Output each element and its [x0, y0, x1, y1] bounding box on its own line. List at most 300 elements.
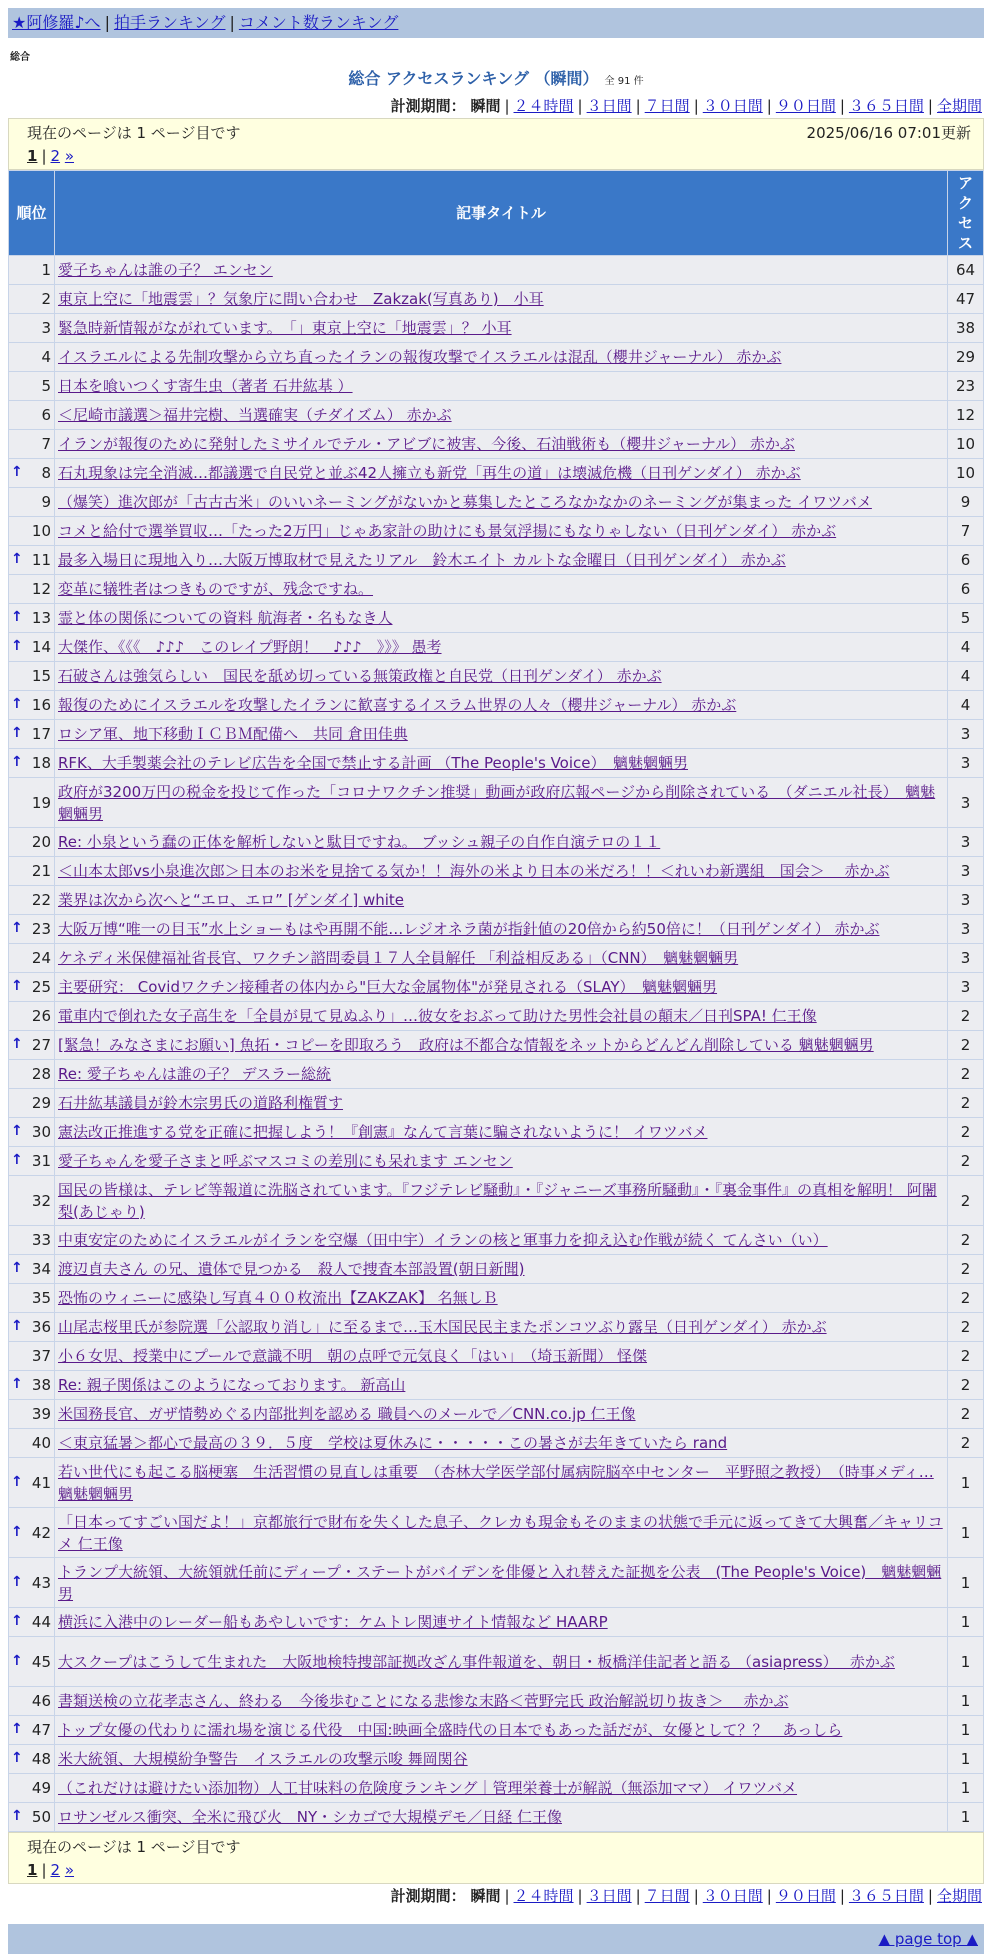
period-selector-bottom: 計測期間： 瞬間 | ２４時間 | ３日間 | ７日間 | ３０日間 | ９０日間 | ３６５日間 | 全期間 [390, 1887, 982, 1905]
rank-cell [9, 1608, 55, 1637]
article-title-link[interactable]: 若い世代にも起こる脳梗塞 生活習慣の見直しは重要 （杏林大学医学部付属病院脳卒中センター 平野照之教授） （時事メディ… 魑魅魍魎男 [58, 1462, 934, 1503]
rank-cell [9, 973, 55, 1002]
rank-cell [9, 314, 55, 343]
access-count: 2 [948, 1255, 984, 1284]
article-title-link[interactable]: 最多入場日に現地入り…大阪万博取材で見えたリアル 鈴木エイト カルトな金曜日（日刊ゲンダイ） 赤かぶ [58, 551, 786, 569]
table-row [9, 1255, 984, 1284]
article-title-link[interactable]: 霊と体の関係についての資料 航海者・名もなき人 [58, 609, 393, 627]
article-title-link[interactable]: イランが報復のために発射したミサイルでテル・アビブに被害、今後、石油戦術も（櫻井ジャーナル） 赤かぶ [58, 435, 795, 453]
rank-number: 32 [31, 1191, 51, 1210]
title-cell [55, 1002, 948, 1031]
pager-next-arrow[interactable]: » [64, 1861, 75, 1879]
title-cell [55, 546, 948, 575]
rank-cell [9, 430, 55, 459]
access-count: 3 [948, 749, 984, 778]
rank-up-arrow-icon: ↑ [11, 1721, 23, 1737]
title-cell [55, 1031, 948, 1060]
rank-cell [9, 1508, 55, 1558]
rank-cell [9, 1429, 55, 1458]
article-title-link[interactable]: 緊急時新情報がながれています。 「」東京上空に「地震雲」？ 小耳 [58, 319, 512, 337]
title-cell [55, 517, 948, 546]
period-365d-link[interactable]: ３６５日間 [848, 97, 924, 115]
rank-cell [9, 720, 55, 749]
period-current: 瞬間 [470, 97, 501, 115]
table-row [9, 1226, 984, 1255]
access-count: 2 [948, 1060, 984, 1089]
title-cell [55, 256, 948, 285]
rank-up-arrow-icon: ↑ [11, 1652, 23, 1669]
rank-up-arrow-icon: ↑ [11, 696, 23, 712]
rank-cell [9, 1060, 55, 1089]
title-cell [55, 1118, 948, 1147]
title-cell [55, 401, 948, 430]
period-label: 計測期間： [390, 97, 466, 115]
access-count: 2 [948, 1313, 984, 1342]
title-cell [55, 778, 948, 828]
article-title-link[interactable]: 報復のためにイスラエルを攻撃したイランに歓喜するイスラム世界の人々（櫻井ジャーナル） 赤かぶ [58, 696, 737, 714]
rank-cell [9, 1284, 55, 1313]
table-row [9, 488, 984, 517]
page-top-link[interactable]: ▲ page top ▲ [878, 1930, 978, 1948]
rank-up-arrow-icon: ↑ [11, 464, 23, 480]
comment-ranking-link[interactable]: コメント数ランキング [238, 13, 399, 32]
section-label: 総合 [10, 52, 30, 63]
rank-cell [9, 285, 55, 314]
title-cell [55, 1284, 948, 1313]
rank-number: 23 [31, 920, 51, 938]
applause-ranking-link[interactable]: 拍手ランキング [113, 13, 226, 32]
article-title-link[interactable]: 国民の皆様は、テレビ等報道に洗脳されています。『フジテレビ騒動』・『ジャニーズ事務所騒動』・『裏金事件』の真相を解明！ 阿闍梨(あじゃり) [58, 1180, 937, 1221]
title-cell [55, 1803, 948, 1832]
article-title-link[interactable]: 愛子ちゃんは誰の子？ エンセン [58, 261, 273, 279]
article-title-link[interactable]: イスラエルによる先制攻撃から立ち直ったイランの報復攻撃でイスラエルは混乱（櫻井ジャーナル） 赤かぶ [58, 348, 782, 366]
table-row [9, 372, 984, 401]
period-label: 計測期間： [390, 1887, 466, 1905]
rank-cell [9, 1255, 55, 1284]
title-cell [55, 1608, 948, 1637]
article-title-link[interactable]: 憲法改正推進する党を正確に把握しよう！『創憲』なんて言葉に騙されないように！ イワツバメ [58, 1123, 708, 1141]
home-link[interactable]: ★阿修羅♪へ [12, 13, 101, 32]
period-30d-link[interactable]: ３０日間 [702, 97, 763, 115]
table-row [9, 430, 984, 459]
period-90d-link[interactable]: ９０日間 [775, 97, 836, 115]
access-count: 29 [948, 343, 984, 372]
rank-number: 42 [31, 1523, 51, 1542]
title-cell [55, 1400, 948, 1429]
title-cell [55, 691, 948, 720]
table-row [9, 1147, 984, 1176]
table-row [9, 1118, 984, 1147]
access-count: 3 [948, 886, 984, 915]
rank-number: 27 [31, 1036, 51, 1054]
title-cell [55, 1716, 948, 1745]
rank-cell [9, 1637, 55, 1687]
access-count: 3 [948, 973, 984, 1002]
rank-cell [9, 517, 55, 546]
access-count: 3 [948, 915, 984, 944]
table-row [9, 1176, 984, 1226]
period-7d-link[interactable]: ７日間 [644, 1887, 690, 1905]
title-cell [55, 1508, 948, 1558]
rank-cell [9, 256, 55, 285]
rank-cell [9, 1458, 55, 1508]
rank-number: 13 [31, 609, 51, 627]
rank-up-arrow-icon: ↑ [11, 754, 23, 770]
article-title-link[interactable]: Re: 小泉という蠢の正体を解析しないと駄目ですね。 ブッシュ親子の自作自演テロの１１ [58, 833, 661, 851]
table-row [9, 633, 984, 662]
rank-number: 31 [31, 1152, 51, 1170]
title-cell [55, 1637, 948, 1687]
rank-number: 17 [31, 725, 51, 743]
table-row [9, 285, 984, 314]
period-365d-link[interactable]: ３６５日間 [848, 1887, 924, 1905]
access-count: 2 [948, 1031, 984, 1060]
article-title-link[interactable]: ＜尼崎市議選＞福井完樹、当選確実（チダイズム） 赤かぶ [58, 406, 452, 424]
access-count: 6 [948, 546, 984, 575]
ranking-table [8, 170, 984, 1832]
article-title-link[interactable]: 大スクープはこうして生まれた 大阪地検特捜部証拠改ざん事件報道を、朝日・板橋洋佳記者と語る （asiapress） 赤かぶ [58, 1652, 895, 1671]
period-90d-link[interactable]: ９０日間 [775, 1887, 836, 1905]
table-row [9, 720, 984, 749]
table-row [9, 1060, 984, 1089]
period-7d-link[interactable]: ７日間 [644, 97, 690, 115]
rank-cell [9, 1803, 55, 1832]
access-count: 3 [948, 857, 984, 886]
rank-cell [9, 1687, 55, 1716]
title-header: 記事タイトル [55, 171, 948, 256]
table-row [9, 1089, 984, 1118]
article-title-link[interactable]: 愛子ちゃんを愛子さまと呼ぶマスコミの差別にも呆れます エンセン [58, 1152, 513, 1170]
title-cell [55, 1687, 948, 1716]
rank-number: 28 [31, 1065, 51, 1083]
rank-cell [9, 1313, 55, 1342]
rank-number: 16 [31, 696, 51, 714]
rank-header: 順位 [9, 171, 55, 256]
title-cell [55, 488, 948, 517]
article-title-link[interactable]: 米大統領、大規模紛争警告 イスラエルの攻撃示唆 舞岡関谷 [58, 1750, 468, 1768]
table-row [9, 401, 984, 430]
access-count: 23 [948, 372, 984, 401]
access-count: 2 [948, 1002, 984, 1031]
title-cell [55, 372, 948, 401]
rank-number: 9 [41, 493, 51, 511]
article-title-link[interactable]: 業界は次から次へと“エロ、エロ” [ゲンダイ] white [58, 891, 405, 909]
ranking-heading [8, 67, 984, 94]
rank-number: 46 [31, 1692, 51, 1710]
article-title-link[interactable]: 小６女児、授業中にプールで意識不明 朝の点呼で元気良く「はい」 （埼玉新聞） 怪傑 [58, 1347, 648, 1365]
rank-cell [9, 1147, 55, 1176]
table-row [9, 1687, 984, 1716]
table-row [9, 1031, 984, 1060]
article-title-link[interactable]: トランプ大統領、大統領就任前にディープ・ステートがバイデンを俳優と入れ替えた証拠を公表 (The People's Voice) 魑魅魍魎男 [58, 1562, 942, 1603]
rank-up-arrow-icon: ↑ [11, 920, 23, 936]
access-count: 6 [948, 575, 984, 604]
current-page-text: 現在のページは 1 ページ目です [27, 1838, 241, 1856]
period-all-link[interactable]: 全期間 [936, 1887, 982, 1905]
title-cell [55, 1774, 948, 1803]
rank-cell [9, 1400, 55, 1429]
table-row [9, 1313, 984, 1342]
access-count: 3 [948, 720, 984, 749]
rank-number: 33 [31, 1231, 51, 1249]
rank-cell [9, 691, 55, 720]
period-30d-link[interactable]: ３０日間 [702, 1887, 763, 1905]
access-count: 10 [948, 459, 984, 488]
rank-up-arrow-icon: ↑ [11, 1260, 23, 1276]
pager-page-2[interactable]: 2 [50, 1861, 61, 1879]
period-3d-link[interactable]: ３日間 [586, 1887, 632, 1905]
table-row [9, 691, 984, 720]
title-cell [55, 1176, 948, 1226]
period-24h-link[interactable]: ２４時間 [513, 97, 574, 115]
rank-number: 41 [31, 1473, 51, 1492]
pager-page-2[interactable]: 2 [50, 147, 61, 165]
article-title-link[interactable]: 主要研究： Covidワクチン接種者の体内から"巨大な金属物体"が発見される（SLAY） 魑魅魍魎男 [58, 978, 718, 996]
title-cell [55, 1313, 948, 1342]
bottom-bar [8, 1924, 984, 1954]
table-row [9, 314, 984, 343]
rank-number: 6 [41, 406, 51, 424]
article-title-link[interactable]: 米国務長官、ガザ情勢めぐる内部批判を認める 職員へのメールで／CNN.co.jp 仁王像 [58, 1405, 636, 1423]
access-count: 1 [948, 1637, 984, 1687]
article-title-link[interactable]: 書類送検の立花孝志さん、終わる 今後歩むことになる悲惨な末路＜菅野完氏 政治解説切り抜き＞ 赤かぶ [58, 1692, 789, 1710]
title-cell [55, 430, 948, 459]
rank-number: 14 [31, 638, 51, 656]
rank-number: 2 [41, 290, 51, 308]
period-24h-link[interactable]: ２４時間 [513, 1887, 574, 1905]
article-title-link[interactable]: ケネディ米保健福祉省長官、ワクチン諮問委員１７人全員解任 「利益相反ある」（CNN） 魑魅魍魎男 [58, 949, 739, 967]
article-title-link[interactable]: ＜東京猛暑＞都心で最高の３９．５度 学校は夏休みに・・・・・この暑さが去年きていたら rand [58, 1434, 728, 1452]
access-count: 1 [948, 1716, 984, 1745]
rank-up-arrow-icon: ↑ [11, 1808, 23, 1824]
rank-number: 4 [41, 348, 51, 366]
title-cell [55, 343, 948, 372]
article-title-link[interactable]: 山尾志桜里氏が参院選「公認取り消し」に至るまで…玉木国民民主またポンコツぶり露呈（日刊ゲンダイ） 赤かぶ [58, 1318, 827, 1336]
rank-number: 44 [31, 1613, 51, 1631]
rank-number: 7 [41, 435, 51, 453]
rank-cell [9, 633, 55, 662]
rank-cell [9, 1745, 55, 1774]
article-title-link[interactable]: 石井紘基議員が鈴木宗男氏の道路利権質す [58, 1094, 344, 1112]
title-cell [55, 1060, 948, 1089]
table-row [9, 1745, 984, 1774]
rank-number: 34 [31, 1260, 51, 1278]
rank-up-arrow-icon: ↑ [11, 551, 23, 567]
table-row [9, 1400, 984, 1429]
period-selector-top: 計測期間： 瞬間 | ２４時間 | ３日間 | ７日間 | ３０日間 | ９０日間 | ３６５日間 | 全期間 [390, 97, 982, 115]
access-count: 4 [948, 662, 984, 691]
rank-up-arrow-icon: ↑ [11, 1123, 23, 1139]
rank-cell [9, 401, 55, 430]
rank-cell [9, 886, 55, 915]
article-title-link[interactable]: Re: 親子関係はこのようになっております。 新高山 [58, 1376, 406, 1394]
access-count: 2 [948, 1089, 984, 1118]
title-cell [55, 749, 948, 778]
page-info-top [8, 118, 984, 170]
article-title-link[interactable]: 「日本ってすごい国だよ！」京都旅行で財布を失くした息子、クレカも現金もそのままの状態で手元に返ってきて大興奮／キャリコメ 仁王像 [58, 1512, 943, 1553]
access-count: 4 [948, 691, 984, 720]
article-title-link[interactable]: RFK、大手製薬会社のテレビ広告を全国で禁止する計画 （The People's Voice） 魑魅魍魎男 [58, 754, 688, 772]
title-cell [55, 828, 948, 857]
rank-number: 35 [31, 1289, 51, 1307]
article-title-link[interactable]: 日本を喰いつくす寄生虫（著者 石井紘基 ） [58, 377, 353, 395]
title-cell [55, 886, 948, 915]
rank-number: 45 [31, 1652, 51, 1671]
article-title-link[interactable]: （これだけは避けたい添加物）人工甘味料の危険度ランキング｜管理栄養士が解説（無添加ママ） イワツバメ [58, 1779, 798, 1797]
article-title-link[interactable]: コメと給付で選挙買収…「たった2万円」じゃあ家計の助けにも景気浮揚にもなりゃしない（日刊ゲンダイ） 赤かぶ [58, 522, 837, 540]
title-cell [55, 1429, 948, 1458]
table-row [9, 662, 984, 691]
article-title-link[interactable]: ロシア軍、地下移動ＩＣＢＭ配備へ 共同 倉田佳典 [58, 725, 408, 743]
title-cell [55, 1147, 948, 1176]
access-count: 1 [948, 1608, 984, 1637]
rank-number: 50 [31, 1808, 51, 1826]
rank-cell [9, 488, 55, 517]
article-title-link[interactable]: （爆笑）進次郎が「古古古米」のいいネーミングがないかと募集したところなかなかのネーミングが集まった イワツバメ [58, 493, 872, 511]
pager-bottom: 1 | 2 » [27, 1861, 75, 1879]
rank-number: 38 [31, 1376, 51, 1394]
article-title-link[interactable]: Re: 愛子ちゃんは誰の子？ デスラー総統 [58, 1065, 331, 1083]
access-header: アクセス [948, 171, 984, 256]
rank-cell [9, 1089, 55, 1118]
access-count: 3 [948, 778, 984, 828]
access-count: 3 [948, 944, 984, 973]
access-count: 2 [948, 1118, 984, 1147]
rank-cell [9, 343, 55, 372]
table-row [9, 604, 984, 633]
title-cell [55, 973, 948, 1002]
rank-cell [9, 1118, 55, 1147]
article-title-link[interactable]: 大傑作、《《《 ♪♪♪ このレイプ野朗！ ♪♪♪ 》》》 愚考 [58, 638, 442, 656]
rank-up-arrow-icon: ↑ [11, 725, 23, 741]
access-count: 5 [948, 604, 984, 633]
article-title-link[interactable]: トップ女優の代わりに濡れ場を演じる代役 中国:映画全盛時代の日本でもあった話だが、女優として？？ あっしら [58, 1721, 843, 1739]
period-current: 瞬間 [470, 1887, 501, 1905]
ranking-title: 総合 アクセスランキング （瞬間） [348, 69, 599, 88]
access-count: 1 [948, 1458, 984, 1508]
rank-number: 15 [31, 667, 51, 685]
table-row [9, 915, 984, 944]
rank-cell [9, 1716, 55, 1745]
title-cell [55, 720, 948, 749]
rank-cell [9, 1002, 55, 1031]
access-count: 3 [948, 828, 984, 857]
article-title-link[interactable]: 変革に犠牲者はつきものですが、残念ですね。 [58, 580, 374, 598]
article-title-link[interactable]: ＜山本太郎vs小泉進次郎＞日本のお米を見捨てる気か！！海外の米より日本の米だろ！！＜れいわ新選組 国会＞ 赤かぶ [58, 862, 890, 880]
top-nav [8, 8, 984, 38]
table-row [9, 886, 984, 915]
total-count: 全 91 件 [604, 76, 644, 87]
rank-number: 47 [31, 1721, 51, 1739]
rank-number: 37 [31, 1347, 51, 1365]
rank-up-arrow-icon: ↑ [11, 1523, 23, 1540]
title-cell [55, 1458, 948, 1508]
access-count: 1 [948, 1558, 984, 1608]
rank-up-arrow-icon: ↑ [11, 978, 23, 994]
access-count: 2 [948, 1400, 984, 1429]
article-title-link[interactable]: 恐怖のウィニーに感染し写真４００枚流出【ZAKZAK】 名無しＢ [58, 1289, 498, 1307]
table-row [9, 828, 984, 857]
access-count: 2 [948, 1147, 984, 1176]
article-title-link[interactable]: 大阪万博“唯一の目玉”水上ショーもはや再開不能…レジオネラ菌が指針値の20倍から約50倍に！（日刊ゲンダイ） 赤かぶ [58, 920, 880, 938]
table-row [9, 857, 984, 886]
access-count: 2 [948, 1342, 984, 1371]
rank-cell [9, 604, 55, 633]
table-row [9, 1608, 984, 1637]
title-cell [55, 633, 948, 662]
article-title-link[interactable]: 石丸現象は完全消滅…都議選で自民党と並ぶ42人擁立も新党「再生の道」は壊滅危機（日刊ゲンダイ） 赤かぶ [58, 464, 801, 482]
title-cell [55, 604, 948, 633]
rank-number: 20 [31, 833, 51, 851]
pager-next-arrow[interactable]: » [64, 147, 75, 165]
article-title-link[interactable]: 電車内で倒れた女子高生を「全員が見て見ぬふり」…彼女をおぶって助けた男性会社員の顛末／日刊SPA! 仁王像 [58, 1007, 817, 1025]
table-row [9, 343, 984, 372]
rank-number: 49 [31, 1779, 51, 1797]
table-row [9, 1508, 984, 1558]
article-title-link[interactable]: 渡辺貞夫さん の兄、遺体で見つかる 殺人で捜査本部設置(朝日新聞) [58, 1260, 525, 1278]
rank-cell [9, 1176, 55, 1226]
rank-number: 22 [31, 891, 51, 909]
rank-cell [9, 1558, 55, 1608]
access-count: 4 [948, 633, 984, 662]
article-title-link[interactable]: 横浜に入港中のレーダー船もあやしいです：ケムトレ関連サイト情報など HAARP [58, 1613, 608, 1631]
access-count: 7 [948, 517, 984, 546]
rank-number: 36 [31, 1318, 51, 1336]
table-row [9, 575, 984, 604]
rank-number: 8 [41, 464, 51, 482]
rank-up-arrow-icon: ↑ [11, 1613, 23, 1629]
rank-number: 11 [31, 551, 51, 569]
title-cell [55, 1226, 948, 1255]
rank-cell [9, 372, 55, 401]
period-all-link[interactable]: 全期間 [936, 97, 982, 115]
article-title-link[interactable]: 中東安定のためにイスラエルがイランを空爆（田中宇）イランの核と軍事力を抑え込む作戦が続く てんさい（い） [58, 1231, 828, 1249]
access-count: 1 [948, 1745, 984, 1774]
article-title-link[interactable]: 政府が3200万円の税金を投じて作った「コロナワクチン推奨」動画が政府広報ページから削除されている （ダニエル社長） 魑魅魍魎男 [58, 782, 936, 823]
period-3d-link[interactable]: ３日間 [586, 97, 632, 115]
rank-up-arrow-icon: ↑ [11, 1318, 23, 1334]
table-row [9, 1429, 984, 1458]
access-count: 1 [948, 1803, 984, 1832]
rank-cell [9, 1774, 55, 1803]
rank-number: 21 [31, 862, 51, 880]
table-row [9, 1284, 984, 1313]
article-title-link[interactable]: 石破さんは強気らしい 国民を舐め切っている無策政権と自民党（日刊ゲンダイ） 赤かぶ [58, 667, 662, 685]
rank-up-arrow-icon: ↑ [11, 1573, 23, 1590]
article-title-link[interactable]: [緊急！みなさまにお願い] 魚拓・コピーを即取ろう 政府は不都合な情報をネットからどんどん削除している 魑魅魍魎男 [58, 1036, 874, 1054]
access-count: 9 [948, 488, 984, 517]
table-row [9, 1774, 984, 1803]
rank-number: 25 [31, 978, 51, 996]
rank-number: 19 [31, 793, 51, 812]
rank-number: 10 [31, 522, 51, 540]
access-count: 2 [948, 1176, 984, 1226]
rank-cell [9, 828, 55, 857]
table-row [9, 1342, 984, 1371]
table-row [9, 459, 984, 488]
article-title-link[interactable]: ロサンゼルス衝突、全米に飛び火 NY・シカゴで大規模デモ／日経 仁王像 [58, 1808, 562, 1826]
table-row [9, 749, 984, 778]
title-cell [55, 1371, 948, 1400]
article-title-link[interactable]: 東京上空に「地震雲」？気象庁に問い合わせ Zakzak(写真あり) 小耳 [58, 290, 544, 308]
title-cell [55, 285, 948, 314]
page-info-bottom [8, 1832, 984, 1884]
rank-number: 39 [31, 1405, 51, 1423]
rank-up-arrow-icon: ↑ [11, 1750, 23, 1766]
access-count: 1 [948, 1508, 984, 1558]
access-count: 2 [948, 1429, 984, 1458]
title-cell [55, 915, 948, 944]
